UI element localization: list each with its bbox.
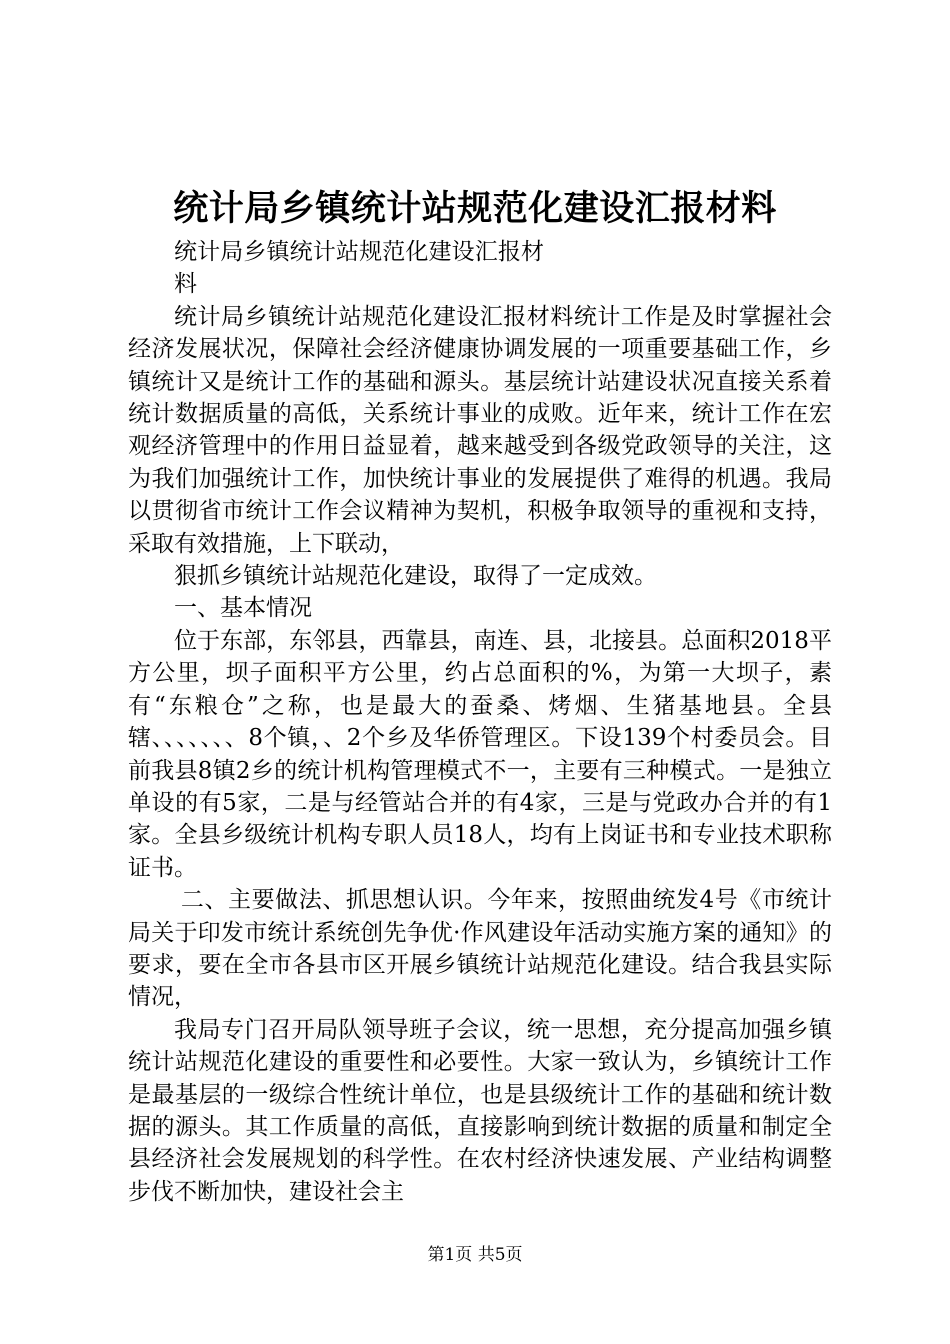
page-footer: 第1页 共5页 (427, 1245, 523, 1265)
document-body (128, 236, 832, 1208)
document-subtitle: 统计局乡镇统计站规范化建设汇报材料 (174, 239, 544, 298)
paragraph: 位于东部，东邻县，西靠县，南连、县，北接县。总面积2018平方公里，坝子面积平方公里，约占总面积的%，为第一大坝子，素有“东粮仓”之称，也是最大的蚕桑、烤烟、生猪基地县。全县辖、、、、、、、8个镇，、2个乡及华侨管理区。下设139个村委员会。目前我县8镇2乡的统计机构管理模式不一，主要有三种模式。一是独立单设的有5家，二是与经管站合并的有4家，三是与党政办合并的有1家。全县乡级统计机构专职人员18人，均有上岗证书和专业技术职称证书。 (128, 627, 832, 881)
paragraph: 狠抓乡镇统计站规范化建设，取得了一定成效。 (174, 563, 657, 590)
paragraph: 我局专门召开局队领导班子会议，统一思想，充分提高加强乡镇统计站规范化建设的重要性和必要性。大家一致认为，乡镇统计工作是最基层的一级综合性统计单位，也是县级统计工作的基础和统计数据的源头。其工作质量的高低，直接影响到统计数据的质量和制定全县经济社会发展规划的科学性。在农村经济快速发展、产业结构调整步伐不断加快，建设社会主 (128, 1016, 832, 1205)
document-title: 统计局乡镇统计站规范化建设汇报材料 (173, 188, 777, 229)
section-heading: 一、基本情况 (174, 595, 312, 622)
paragraph: 二、主要做法、抓思想认识。今年来，按照曲统发4号《市统计局关于印发市统计系统创先争优·作风建设年活动实施方案的通知》的要求，要在全市各县市区开展乡镇统计站规范化建设。结合我县实际情况， (128, 887, 832, 1011)
paragraph: 统计局乡镇统计站规范化建设汇报材料统计工作是及时掌握社会经济发展状况，保障社会经济健康协调发展的一项重要基础工作，乡镇统计又是统计工作的基础和源头。基层统计站建设状况直接关系着统计数据质量的高低，关系统计事业的成败。近年来，统计工作在宏观经济管理中的作用日益显着，越来越受到各级党政领导的关注，这为我们加强统计工作，加快统计事业的发展提供了难得的机遇。我局以贯彻省市统计工作会议精神为契机，积极争取领导的重视和支持，采取有效措施，上下联动， (128, 303, 832, 557)
